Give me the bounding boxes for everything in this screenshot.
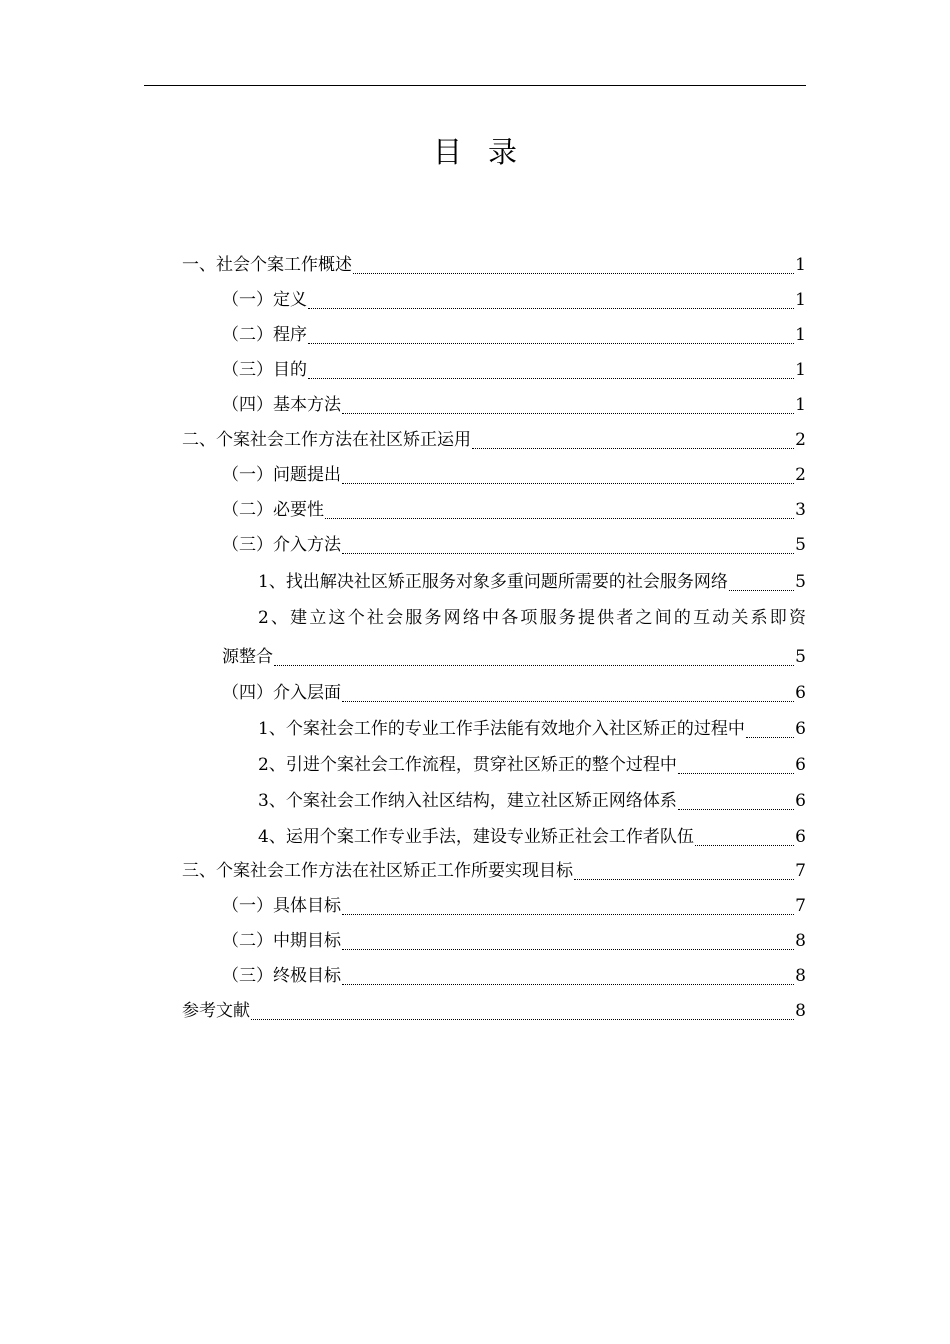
toc-entry-text: （一）问题提出 [222,465,341,485]
dot-leader [274,665,794,666]
dot-leader [729,590,794,591]
toc-entry-2-2[interactable] [222,493,806,528]
toc-page-number: 5 [795,647,806,667]
toc-entry-text: （四）介入层面 [222,683,341,703]
dot-leader [695,845,794,846]
toc-entry-3-3[interactable] [222,959,806,994]
toc-page-number: 6 [795,755,806,775]
toc-page-number: 8 [795,1001,806,1021]
toc-entry-text: 4、运用个案工作专业手法，建设专业矫正社会工作者队伍 [258,827,694,847]
toc-entry-1-2[interactable] [222,318,806,353]
toc-page-number: 1 [795,395,806,415]
toc-entry-text: （二）程序 [222,325,307,345]
toc-page-number: 8 [795,966,806,986]
toc-entry-3[interactable] [182,854,806,889]
dot-leader [308,378,794,379]
toc-entry-text: 1、找出解决社区矫正服务对象多重问题所需要的社会服务网络 [258,572,728,592]
toc-entry-text: 参考文献 [182,1001,250,1021]
toc-entry-text: 1、个案社会工作的专业工作手法能有效地介入社区矫正的过程中 [258,719,745,739]
dot-leader [342,914,794,915]
toc-entry-text: 源整合 [222,647,273,667]
toc-entry-text: （一）定义 [222,290,307,310]
toc-page-number: 7 [795,896,806,916]
toc-page-number: 2 [795,465,806,485]
dot-leader [342,553,794,554]
toc-entry-2-4-2[interactable] [258,748,806,783]
toc-entry-2-4[interactable] [222,676,806,711]
toc-entry-2-4-3[interactable] [258,784,806,819]
toc-entry-text: 一、社会个案工作概述 [182,255,352,275]
toc-entry-text: （三）终极目标 [222,966,341,986]
toc-entry-text: 三、个案社会工作方法在社区矫正工作所要实现目标 [182,861,573,881]
dot-leader [308,343,794,344]
toc-page-number: 7 [795,861,806,881]
dot-leader [342,949,794,950]
toc-page-number: 2 [795,430,806,450]
dot-leader [678,773,794,774]
toc-page-number: 5 [795,572,806,592]
toc-entry-1-1[interactable] [222,283,806,318]
toc-entry-2-3-1[interactable] [258,565,806,600]
dot-leader [353,273,794,274]
toc-entry-1-3[interactable] [222,353,806,388]
header-rule [144,85,806,86]
dot-leader [746,737,794,738]
toc-entry-1[interactable] [182,248,806,283]
toc-page-number: 8 [795,931,806,951]
toc-entry-2[interactable] [182,423,806,458]
dot-leader [308,308,794,309]
toc-entry-2-3-2-line1[interactable]: 2、建立这个社会服务网络中各项服务提供者之间的互动关系即资 [258,608,806,628]
toc-entry-text: （二）必要性 [222,500,324,520]
dot-leader [251,1019,794,1020]
toc-page-number: 6 [795,719,806,739]
toc-entry-2-3[interactable] [222,528,806,563]
toc-entry-text: （四）基本方法 [222,395,341,415]
toc-page-number: 1 [795,290,806,310]
toc-page-number: 6 [795,791,806,811]
toc-entry-3-2[interactable] [222,924,806,959]
dot-leader [472,448,794,449]
toc-entry-text: 2、引进个案社会工作流程，贯穿社区矫正的整个过程中 [258,755,677,775]
toc-entry-references[interactable] [182,994,806,1029]
toc-entry-text: 3、个案社会工作纳入社区结构，建立社区矫正网络体系 [258,791,677,811]
toc-entry-text: （一）具体目标 [222,896,341,916]
toc-entry-1-4[interactable] [222,388,806,423]
dot-leader [678,809,794,810]
toc-entry-3-1[interactable] [222,889,806,924]
dot-leader [342,483,794,484]
dot-leader [574,879,794,880]
toc-entry-text: 二、个案社会工作方法在社区矫正运用 [182,430,471,450]
toc-entry-2-1[interactable] [222,458,806,493]
toc-entry-2-4-4[interactable] [258,820,806,855]
dot-leader [342,984,794,985]
toc-page-number: 6 [795,827,806,847]
toc-page-number: 6 [795,683,806,703]
toc-entry-text: （三）目的 [222,360,307,380]
dot-leader [342,413,794,414]
toc-entry-text: （二）中期目标 [222,931,341,951]
dot-leader [342,701,794,702]
dot-leader [325,518,794,519]
toc-page-number: 1 [795,360,806,380]
toc-title: 目录 [432,135,543,169]
toc-entry-2-4-1[interactable] [258,712,806,747]
toc-page-number: 1 [795,255,806,275]
toc-entry-2-3-2-line2[interactable] [222,640,806,675]
toc-entry-text: （三）介入方法 [222,535,341,555]
toc-page-number: 3 [795,500,806,520]
toc-page-number: 5 [795,535,806,555]
toc-page-number: 1 [795,325,806,345]
